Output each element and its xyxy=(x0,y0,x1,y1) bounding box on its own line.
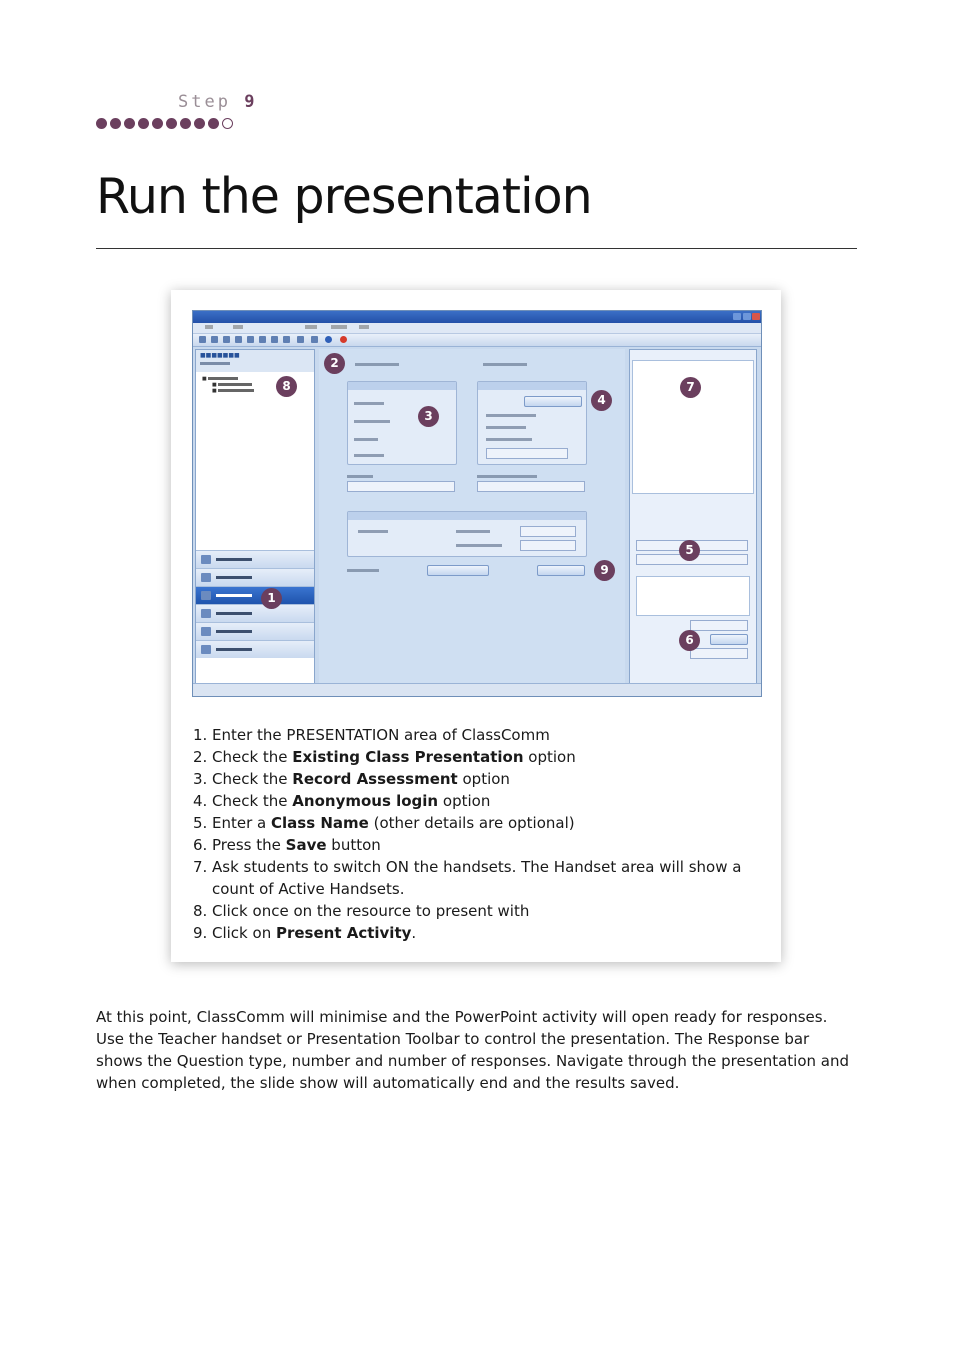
progress-dot xyxy=(180,118,191,129)
progress-dot xyxy=(124,118,135,129)
instruction-card xyxy=(171,290,781,962)
classcomm-screenshot xyxy=(192,310,762,697)
body-paragraph: At this point, ClassComm will minimise and the PowerPoint activity will open ready for responses. Use the Teacher handset or Presentation Toolbar to control the presentation. The Response bar shows the Question type, number and number of responses. Navigate through the presentation and when completed, the slide show will automatically end and the results saved. xyxy=(96,1008,850,1092)
close-icon xyxy=(752,313,760,320)
status-bar xyxy=(193,683,761,697)
step-word: Step xyxy=(178,92,231,112)
progress-dot xyxy=(110,118,121,129)
marker-3: 3 xyxy=(418,406,439,427)
marker-5: 5 xyxy=(679,540,700,561)
maximize-icon xyxy=(743,313,751,320)
step-label xyxy=(178,92,257,112)
nav-communication xyxy=(196,604,314,622)
window-toolbar xyxy=(193,334,761,347)
step-progress-dots xyxy=(96,118,233,129)
window-titlebar xyxy=(193,311,761,323)
marker-7: 7 xyxy=(680,377,701,398)
marker-4: 4 xyxy=(591,390,612,411)
step-number: 9 xyxy=(244,92,258,112)
present-activity-button xyxy=(537,565,585,576)
list-item: 9. Click on Present Activity. xyxy=(193,924,417,942)
save-button xyxy=(710,634,748,645)
progress-dot xyxy=(194,118,205,129)
window-menubar xyxy=(193,323,761,334)
nav-charts xyxy=(196,640,314,658)
marker-2: 2 xyxy=(324,353,345,374)
marker-8: 8 xyxy=(276,376,297,397)
list-item: 2. Check the Existing Class Presentation option xyxy=(193,748,576,766)
list-item: 4. Check the Anonymous login option xyxy=(193,792,491,810)
list-item: 3. Check the Record Assessment option xyxy=(193,770,510,788)
help-icon xyxy=(325,336,332,343)
list-item: 1. Enter the PRESENTATION area of ClassComm xyxy=(193,726,550,744)
nav-list xyxy=(196,550,314,658)
title-divider xyxy=(96,248,857,249)
page-title: Run the presentation xyxy=(96,168,592,225)
list-item: 5. Enter a Class Name (other details are optional) xyxy=(193,814,575,832)
progress-dot xyxy=(138,118,149,129)
pace-settings-group xyxy=(347,511,587,557)
resource-tree: ■ ■ ■ xyxy=(202,376,254,394)
marker-9: 9 xyxy=(594,560,615,581)
nav-resources xyxy=(196,550,314,568)
presentation-panel: ■■■■■■■ ■ ■ ■ xyxy=(195,349,315,696)
nav-presentation xyxy=(196,586,314,604)
progress-dot xyxy=(166,118,177,129)
marker-1: 1 xyxy=(261,588,282,609)
list-item: 8. Click once on the resource to present with xyxy=(193,902,530,920)
list-item: 7. Ask students to switch ON the handsets. The Handset area will show a count of Active Handsets. xyxy=(193,858,742,898)
progress-dot xyxy=(222,118,233,129)
connection-group xyxy=(477,381,587,465)
stop-icon xyxy=(340,336,347,343)
list-item: 6. Press the Save button xyxy=(193,836,381,854)
presentation-mode-group xyxy=(347,381,457,465)
progress-dot xyxy=(208,118,219,129)
instruction-list xyxy=(193,724,763,944)
nav-reports xyxy=(196,622,314,640)
minimize-icon xyxy=(733,313,741,320)
test-handsets-button xyxy=(427,565,489,576)
progress-dot xyxy=(96,118,107,129)
class-information-box xyxy=(636,576,750,616)
marker-6: 6 xyxy=(679,630,700,651)
progress-dot xyxy=(152,118,163,129)
nav-student xyxy=(196,568,314,586)
presentation-settings xyxy=(319,349,625,694)
